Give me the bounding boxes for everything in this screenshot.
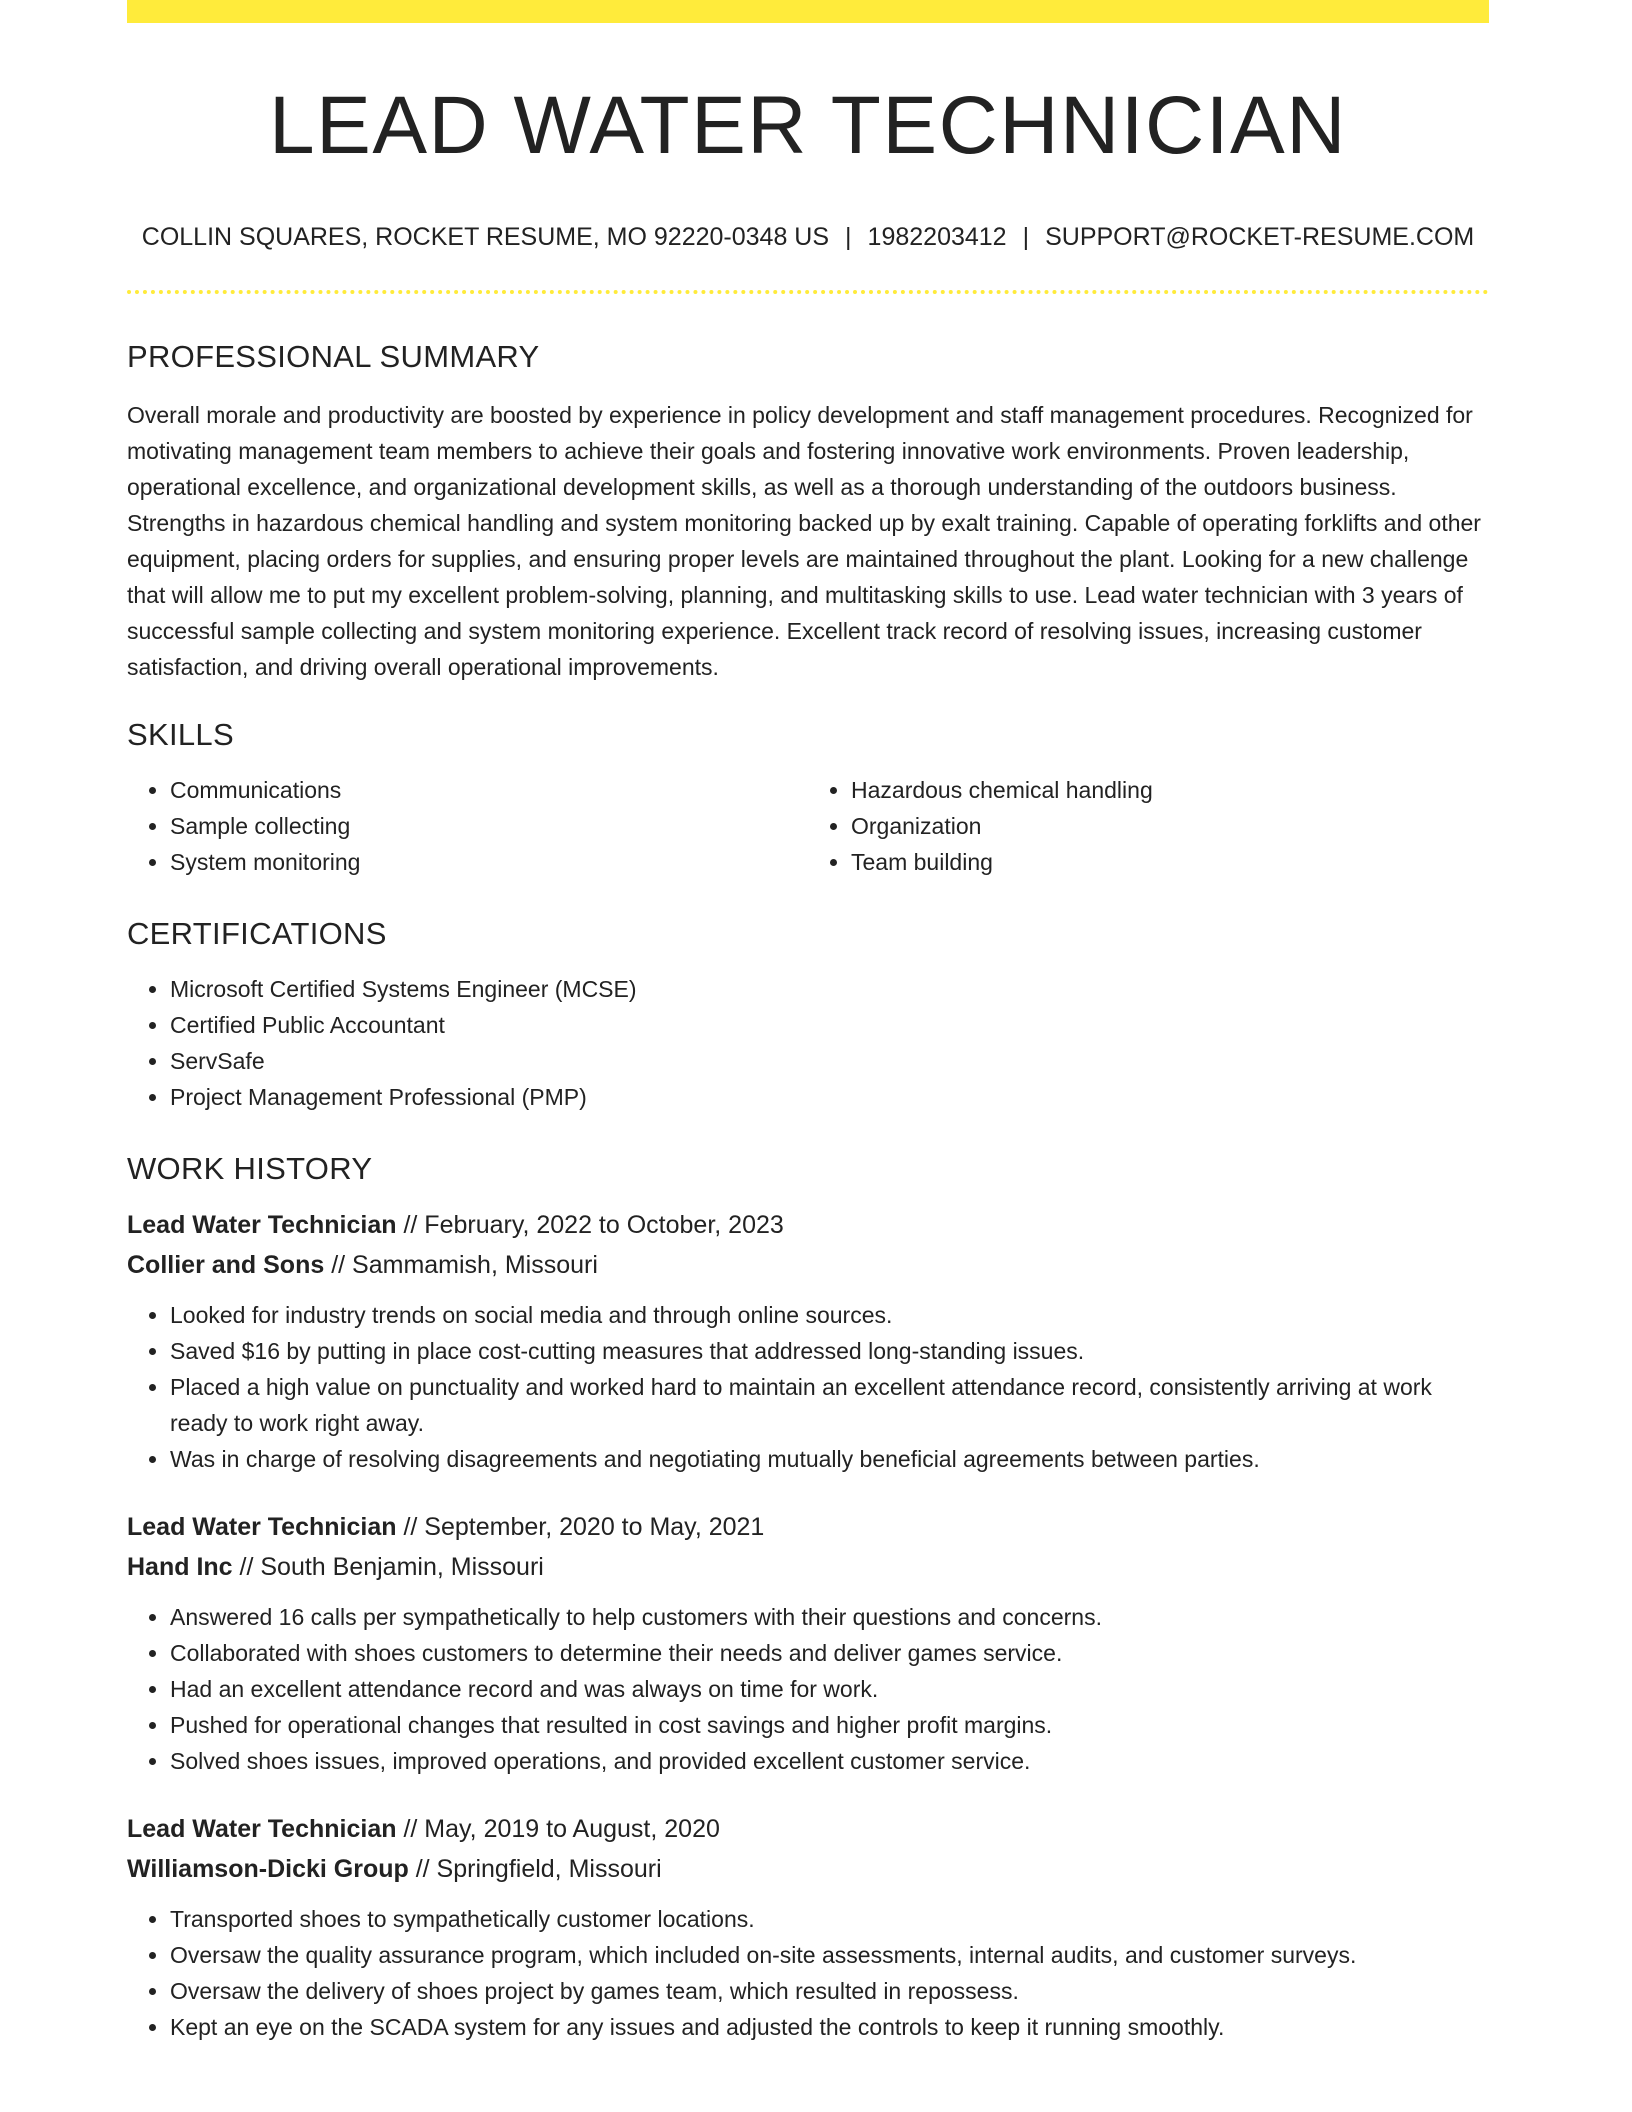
job-company-line — [127, 1849, 1489, 1889]
job-company: Collier and Sons — [127, 1251, 325, 1279]
job-role: Lead Water Technician — [127, 1211, 397, 1239]
job-role: Lead Water Technician — [127, 1815, 397, 1843]
job-bullet: • Oversaw the delivery of shoes project by games team, which resulted in repossess. — [170, 1973, 1489, 2009]
job-bullet: • Saved $16 by putting in place cost-cutting measures that addressed long-standing issues. — [170, 1333, 1489, 1369]
job-bullet: • Transported shoes to sympathetically customer locations. — [170, 1901, 1489, 1937]
job-bullet: • Was in charge of resolving disagreements and negotiating mutually beneficial agreements between parties. — [170, 1441, 1489, 1477]
skills-columns — [127, 772, 1489, 880]
work-history-heading: WORK HISTORY — [127, 1151, 373, 1186]
skill-item: • Hazardous chemical handling — [851, 772, 1489, 808]
contact-email: SUPPORT@ROCKET-RESUME.COM — [1045, 223, 1475, 251]
job-bullet: • Looked for industry trends on social media and through online sources. — [170, 1297, 1489, 1333]
certifications-heading: CERTIFICATIONS — [127, 916, 387, 951]
resume-title: LEAD WATER TECHNICIAN — [269, 80, 1347, 171]
job-dates: // May, 2019 to August, 2020 — [396, 1815, 720, 1843]
certifications-list — [127, 971, 1489, 1115]
skill-item: • System monitoring — [170, 844, 808, 880]
certification-item: • Certified Public Accountant — [170, 1007, 1489, 1043]
job-company-line — [127, 1245, 1489, 1285]
job-bullets — [127, 1599, 1489, 1779]
job-role-line — [127, 1809, 1489, 1849]
dotted-divider — [127, 290, 1489, 294]
job-location: // Springfield, Missouri — [408, 1855, 662, 1883]
job-dates: // September, 2020 to May, 2021 — [396, 1513, 765, 1541]
job-bullets — [127, 1901, 1489, 2045]
skills-list-right — [808, 772, 1489, 880]
contact-separator: | — [1022, 223, 1030, 251]
job-bullet: • Pushed for operational changes that resulted in cost savings and higher profit margins. — [170, 1707, 1489, 1743]
certification-item: • ServSafe — [170, 1043, 1489, 1079]
summary-heading: PROFESSIONAL SUMMARY — [127, 339, 540, 374]
job-entry — [127, 1205, 1489, 1477]
job-bullet: • Placed a high value on punctuality and worked hard to maintain an excellent attendance record, consistently arriving at work ready to work right away. — [170, 1369, 1489, 1441]
summary-text: Overall morale and productivity are boosted by experience in policy development and staff management procedures. Recognized for motivating management team members to achieve their goals and fostering innovative work environments. Proven leadership, operational excellence, and organizational development skills, as well as a thorough understanding of the outdoors business. Strengths in hazardous chemical handling and system monitoring backed up by exalt training. Capable of operating forklifts and other equipment, placing orders for supplies, and ensuring proper levels are maintained throughout the plant. Looking for a new challenge that will allow me to put my excellent problem-solving, planning, and multitasking skills to use. Lead water technician with 3 years of successful sample collecting and system monitoring experience. Excellent track record of resolving issues, increasing customer satisfaction, and driving overall operational improvements. — [127, 402, 1481, 680]
job-role: Lead Water Technician — [127, 1513, 397, 1541]
job-company-line — [127, 1547, 1489, 1587]
job-entry — [127, 1507, 1489, 1779]
job-dates: // February, 2022 to October, 2023 — [396, 1211, 784, 1239]
certification-item: • Project Management Professional (PMP) — [170, 1079, 1489, 1115]
skills-heading: SKILLS — [127, 717, 234, 752]
job-entry — [127, 1809, 1489, 2045]
skill-item: • Organization — [851, 808, 1489, 844]
skills-list-left — [127, 772, 808, 880]
job-bullet: • Solved shoes issues, improved operations, and provided excellent customer service. — [170, 1743, 1489, 1779]
job-bullet: • Answered 16 calls per sympathetically to help customers with their questions and concerns. — [170, 1599, 1489, 1635]
skill-item: • Team building — [851, 844, 1489, 880]
job-bullets — [127, 1297, 1489, 1477]
contact-separator: | — [845, 223, 852, 251]
job-location: // Sammamish, Missouri — [324, 1251, 598, 1279]
job-location: // South Benjamin, Missouri — [232, 1553, 544, 1581]
job-company: Williamson-Dicki Group — [127, 1855, 409, 1883]
job-bullet: • Kept an eye on the SCADA system for any issues and adjusted the controls to keep it running smoothly. — [170, 2009, 1489, 2045]
certification-item: • Microsoft Certified Systems Engineer (MCSE) — [170, 971, 1489, 1007]
job-bullet: • Oversaw the quality assurance program, which included on-site assessments, internal audits, and customer surveys. — [170, 1937, 1489, 1973]
contact-line — [127, 225, 1489, 250]
resume-page — [127, 0, 1489, 2045]
job-bullet: • Collaborated with shoes customers to determine their needs and deliver games service. — [170, 1635, 1489, 1671]
skill-item: • Communications — [170, 772, 808, 808]
contact-address: COLLIN SQUARES, ROCKET RESUME, MO 92220-0348 US — [141, 223, 830, 251]
top-accent-bar — [127, 0, 1489, 23]
contact-phone: 1982203412 — [867, 223, 1007, 251]
job-bullet: • Had an excellent attendance record and was always on time for work. — [170, 1671, 1489, 1707]
skill-item: • Sample collecting — [170, 808, 808, 844]
job-role-line — [127, 1205, 1489, 1245]
job-role-line — [127, 1507, 1489, 1547]
job-company: Hand Inc — [127, 1553, 233, 1581]
